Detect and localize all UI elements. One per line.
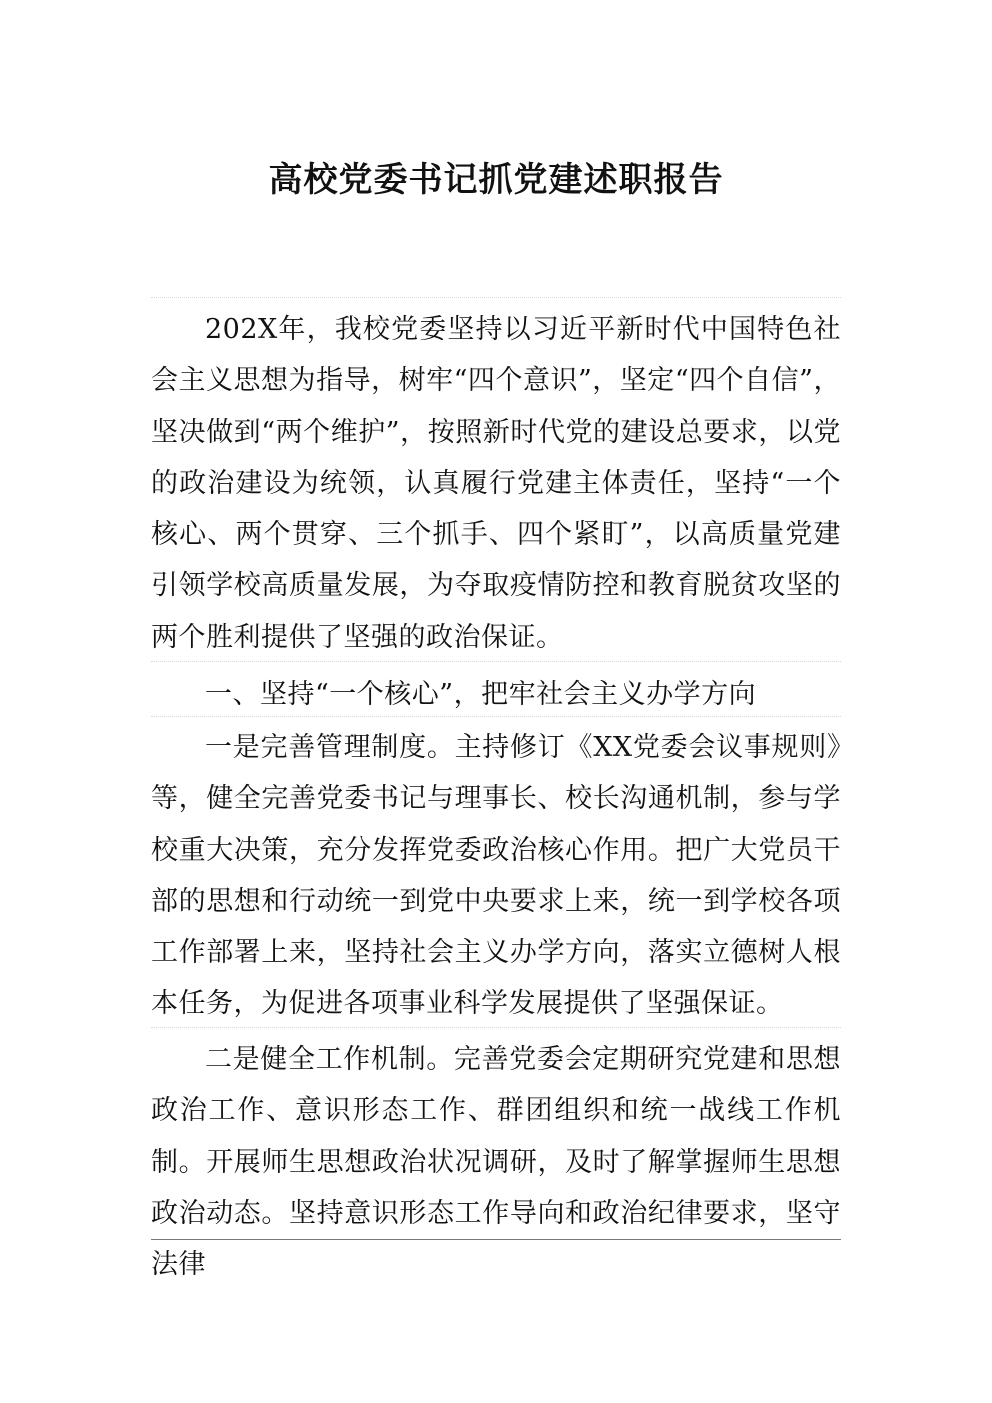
page-bottom-rule [151,1239,841,1240]
paragraph-intro: 202X年，我校党委坚持以习近平新时代中国特色社会主义思想为指导，树牢“四个意识”，坚定“四个自信”，坚决做到“两个维护”，按照新时代党的建设总要求，以党的政治建设为统领，认真履行党建主体责任，坚持“一个核心、两个贯穿、三个抓手、四个紧盯”，以高质量党建引领学校高质量发展，为夺取疫情防控和教育脱贫攻坚的两个胜利提供了坚强的政治保证。 [151,314,841,653]
divider [151,716,841,717]
divider [151,297,841,298]
paragraph-management-system: 一是完善管理制度。主持修订《XX党委会议事规则》等，健全完善党委书记与理事长、校长沟通机制，参与学校重大决策，充分发挥党委政治核心作用。把广大党员干部的思想和行动统一到党中央要求上来，统一到学校各项工作部署上来，坚持社会主义办学方向，落实立德树人根本任务，为促进各项事业科学发展提供了坚强保证。 [151,732,841,1020]
divider [151,1027,841,1028]
paragraph-work-mechanism: 二是健全工作机制。完善党委会定期研究党建和思想政治工作、意识形态工作、群团组织和统一战线工作机制。开展师生思想政治状况调研，及时了解掌握师生思想政治动态。坚持意识形态工作导向和政治纪律要求，坚守法律 [151,1044,841,1281]
section-heading: 一、坚持“一个核心”，把牢社会主义办学方向 [205,679,757,710]
document-title: 高校党委书记抓党建述职报告 [268,160,724,200]
divider [151,661,841,662]
